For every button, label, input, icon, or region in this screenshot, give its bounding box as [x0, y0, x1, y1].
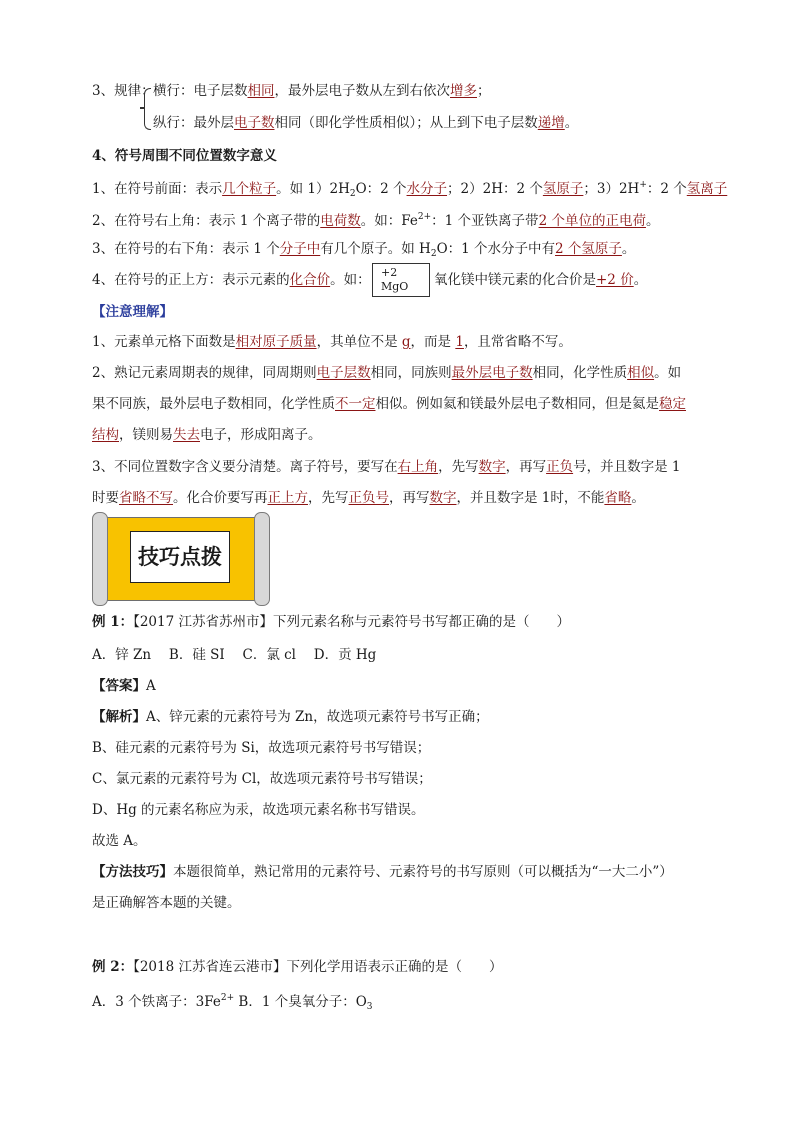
banner-roll-right — [254, 512, 270, 606]
example1-analysis-3: C、氯元素的元素符号为 Cl，故选项元素符号书写错误； — [92, 771, 432, 787]
example1-analysis-2: B、硅元素的元素符号为 Si，故选项元素符号书写错误； — [92, 740, 431, 756]
rule-row-text: 横行：电子层数相同，最外层电子数从左到右依次增多； — [153, 83, 491, 99]
section4-title: 4、符号周围不同位置数字意义 — [92, 148, 277, 164]
section4-line-4a: 4、在符号的正上方：表示元素的化合价。如： — [92, 272, 371, 288]
rule-col-text: 纵行：最外层电子数相同（即化学性质相似）；从上到下电子层数递增。 — [153, 115, 579, 131]
valence-top: +2 — [381, 266, 398, 279]
note-p2-line1: 2、熟记元素周期表的规律，同周期则电子层数相同，同族则最外层电子数相同，化学性质相似。如 — [92, 365, 682, 381]
brace-shape — [144, 88, 151, 130]
example1-conclusion: 故选 A。 — [92, 833, 147, 849]
section4-line-4b: 氧化镁中镁元素的化合价是+2 价。 — [434, 272, 648, 288]
example2-options: A．3 个铁离子：$3Fe^{2+}$ B．1 个臭氧分子：$O_3$ — [92, 993, 373, 1012]
valence-example-box — [372, 263, 430, 297]
note-p2-line3: 结构，镁则易失去电子，形成阳离子。 — [92, 427, 322, 443]
example1-method-1: 【方法技巧】本题很简单，熟记常用的元素符号、元素符号的书写原则（可以概括为“一大二小”） — [92, 864, 673, 880]
note-p2-line2: 果不同族，最外层电子数相同，化学性质不一定相似。例如氦和镁最外层电子数相同，但是氦是稳定 — [92, 396, 686, 412]
example1-options: A．锌 Zn B．硅 SI C．氯 cl D．贡 Hg — [92, 647, 377, 663]
example2-question: 例 2：【2018 江苏省连云港市】下列化学用语表示正确的是（ ） — [92, 959, 503, 975]
banner-roll-left — [92, 512, 108, 606]
brace-tip — [140, 107, 145, 109]
note-p3-line1: 3、不同位置数字含义要分清楚。离子符号，要写在右上角，先写数字，再写正负号，并且数字是 1 — [92, 459, 681, 475]
banner-label: 技巧点拨 — [130, 531, 230, 583]
example1-method-2: 是正确解答本题的关键。 — [92, 895, 241, 911]
example2-label: 例 2： — [92, 959, 134, 975]
note-p1: 1、元素单元格下面数是相对原子质量，其单位不是 g，而是 1，且常省略不写。 — [92, 334, 572, 350]
section4-line-2: 2、在符号右上角：表示 1 个离子带的电荷数。如：$Fe^{2+}$：1 个亚铁离子带2 个单位的正电荷。 — [92, 212, 660, 229]
example1-question: 例 1：【2017 江苏省苏州市】下列元素名称与元素符号书写都正确的是（ ） — [92, 614, 570, 630]
example1-analysis-1: 【解析】A、锌元素的元素符号为 Zn，故选项元素符号书写正确； — [92, 709, 489, 725]
section4-line-1: 1、在符号前面：表示几个粒子。如 $1)2H_2O$：2 个水分子；2）2H：2 个氢原子；3）2H+：2 个氢离子 — [92, 180, 728, 199]
tips-banner — [92, 511, 270, 605]
valence-formula: MgO — [381, 280, 409, 293]
note-p3-line2: 时要省略不写。化合价要写再正上方，先写正负号，再写数字，并且数字是 1时，不能省略。 — [92, 490, 645, 506]
rule-label: 3、规律： — [92, 83, 155, 99]
note-title: 【注意理解】 — [92, 304, 173, 320]
example1-label: 例 1： — [92, 614, 134, 630]
example1-analysis-4: D、Hg 的元素名称应为汞，故选项元素名称书写错误。 — [92, 802, 425, 818]
example1-answer: 【答案】A — [92, 678, 156, 694]
section4-line-3: 3、在符号的右下角：表示 1 个分子中有几个原子。如 $H_2O$：1 个水分子中有2 个氢原子。 — [92, 241, 636, 259]
